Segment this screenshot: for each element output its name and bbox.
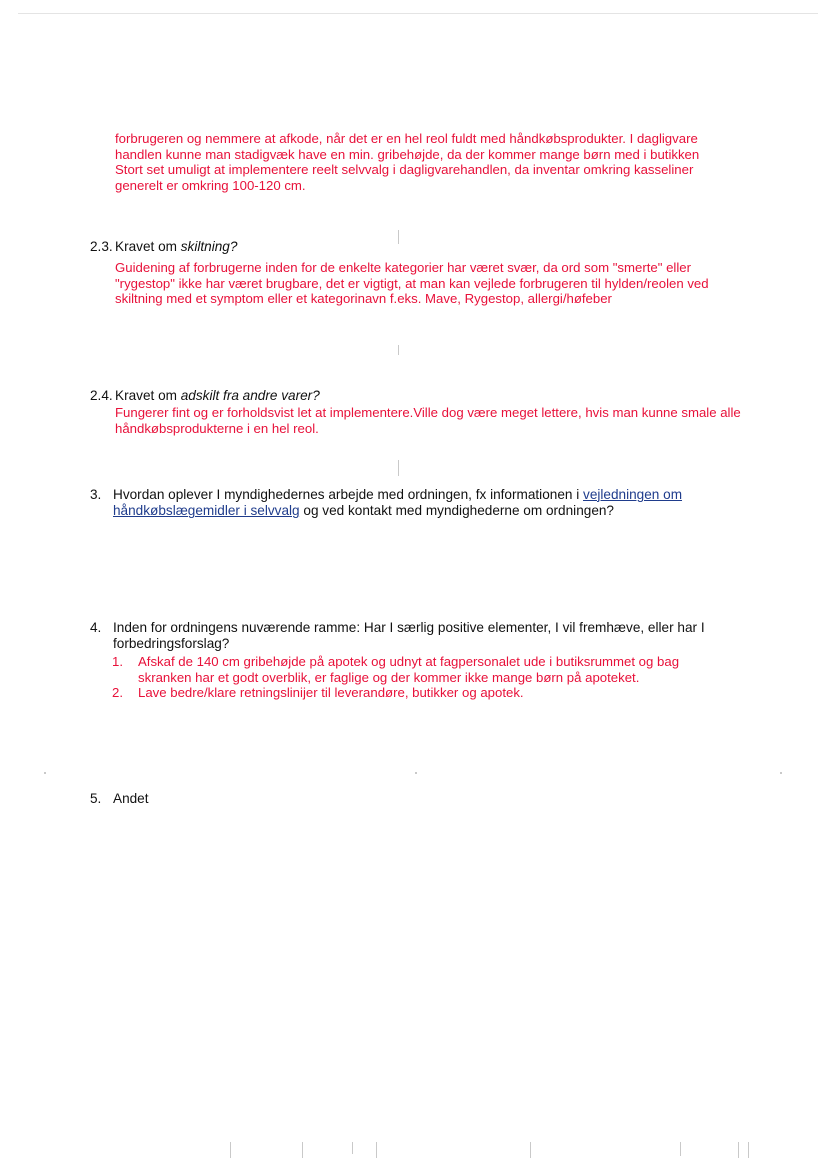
scan-artifact <box>398 230 399 244</box>
scan-artifact <box>398 345 399 355</box>
scan-artifact <box>44 772 46 774</box>
intro-line-2: handlen kunne man stadigvæk have en min. gribehøjde, da der kommer mange børn med i butikken <box>115 146 700 162</box>
question-line-2: forbedringsforslag? <box>113 636 230 651</box>
scan-artifact <box>530 1142 531 1158</box>
answer-line-3: skiltning med et symptom eller et kategorinavn f.eks. Mave, Rygestop, allergi/høfeber <box>115 291 612 307</box>
answer-line-1: Guidening af forbrugerne inden for de enkelte kategorier har været svær, da ord som "smerte" eller <box>115 260 691 275</box>
answer-line: Lave bedre/klare retningslinijer til leverandøre, butikker og apotek. <box>138 685 524 701</box>
question-number: 5. <box>90 791 102 806</box>
scan-artifact <box>230 1142 231 1158</box>
section-2-4-heading <box>90 388 320 404</box>
question-text <box>113 620 705 652</box>
answer-item <box>112 654 679 685</box>
answer-line-2: håndkøbsprodukterne i en hel reol. <box>115 420 319 436</box>
answer-number: 1. <box>112 654 123 669</box>
section-number: 2.4. <box>90 388 113 403</box>
section-number: 2.3. <box>90 239 113 254</box>
section-2-3-answer <box>115 260 775 307</box>
scan-artifact <box>415 772 417 774</box>
section-label-italic: adskilt fra andre varer? <box>180 388 320 403</box>
question-label: Andet <box>113 791 149 806</box>
guidance-link-part-1[interactable]: vejledningen om <box>583 487 683 502</box>
intro-line-3: Stort set umuligt at implementere reelt selvvalg i dagligvarehandlen, da inventar omkring kasseliner <box>115 162 694 178</box>
scan-artifact <box>738 1142 739 1158</box>
question-text <box>113 791 149 807</box>
answer-item <box>112 685 679 701</box>
section-2-3-heading <box>90 239 237 255</box>
guidance-link-part-2[interactable]: håndkøbslægemidler i selvvalg <box>113 503 300 518</box>
answer-line-2: "rygestop" ikke har været brugbare, det er vigtigt, at man kan vejlede forbrugeren til hylden/reolen ved <box>115 275 709 291</box>
answer-line: skranken har et godt overblik, er faglige og der kommer ikke mange børn på apoteket. <box>138 669 640 685</box>
scan-artifact <box>352 1142 353 1154</box>
question-number: 4. <box>90 620 102 635</box>
question-line-1 <box>113 487 682 503</box>
scan-artifact <box>398 460 399 476</box>
question-4-answers <box>112 654 679 701</box>
question-line-1: Inden for ordningens nuværende ramme: Har I særlig positive elementer, I vil fremhæve, eller har I <box>113 620 705 635</box>
scan-artifact <box>780 772 782 774</box>
intro-line-4: generelt er omkring 100-120 cm. <box>115 177 306 193</box>
section-label-italic: skiltning? <box>180 239 238 254</box>
intro-line-1: forbrugeren og nemmere at afkode, når det er en hel reol fuldt med håndkøbsprodukter. I dagligvare <box>115 131 698 146</box>
scan-artifact <box>376 1142 377 1158</box>
answer-number: 2. <box>112 685 123 701</box>
question-text <box>113 487 682 519</box>
question-prefix: Hvordan oplever I myndighedernes arbejde med ordningen, fx informationen i <box>113 487 584 502</box>
section-2-4-answer <box>115 405 775 436</box>
question-line-2 <box>113 503 682 519</box>
scan-artifact <box>680 1142 681 1156</box>
answer-line: Afskaf de 140 cm gribehøjde på apotek og udnyt at fagpersonalet ude i butiksrummet og bag <box>138 654 680 669</box>
section-label: Kravet om <box>115 239 181 254</box>
answer-line-1: Fungerer fint og er forholdsvist let at implementere.Ville dog være meget lettere, hvis man kunne smale alle <box>115 405 741 420</box>
top-rule <box>18 13 818 14</box>
scan-artifact <box>302 1142 303 1158</box>
question-suffix: og ved kontakt med myndighederne om ordningen? <box>299 503 614 518</box>
scan-artifact <box>748 1142 749 1158</box>
question-number: 3. <box>90 487 102 502</box>
intro-answer-paragraph <box>115 131 775 193</box>
section-label: Kravet om <box>115 388 181 403</box>
